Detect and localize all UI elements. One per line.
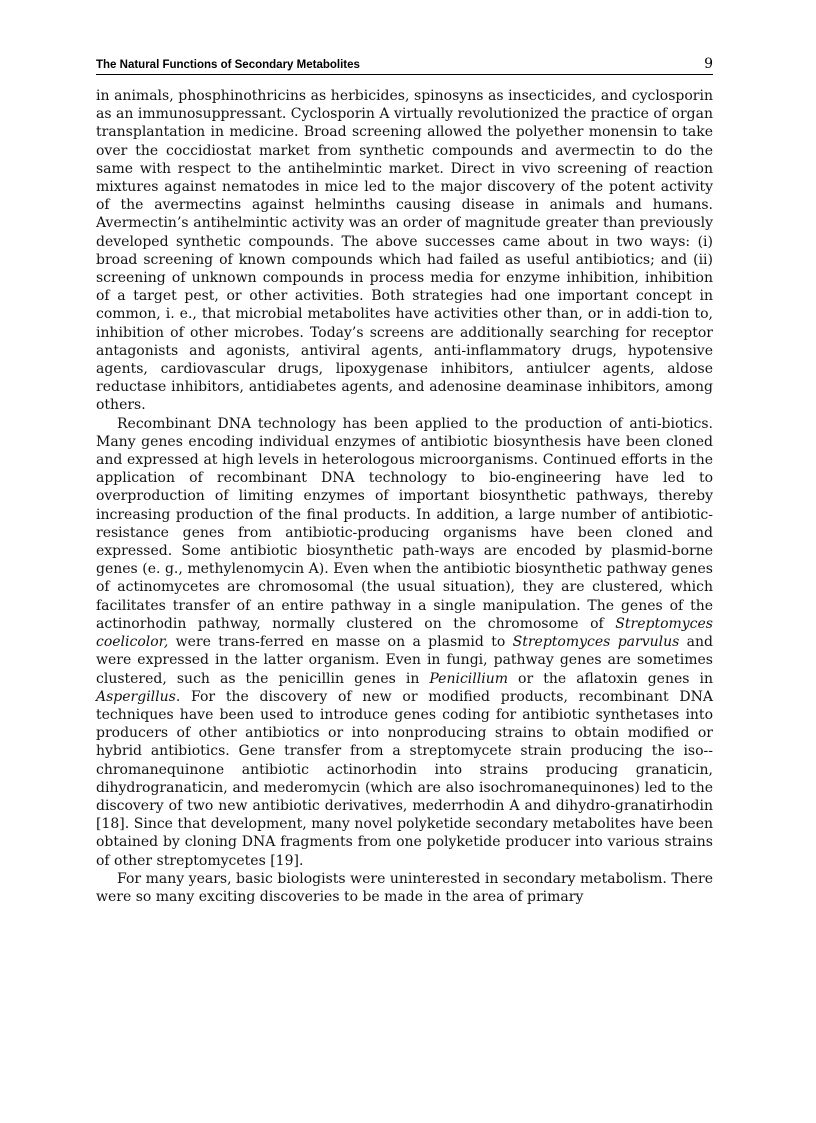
text-run: For many years, basic biologists were uninterested in secondary metabolism. There were so many exciting discoveries to be made in the area of primary	[96, 870, 713, 905]
body-text	[96, 87, 713, 906]
running-head	[96, 56, 713, 75]
text-run: and were expressed in the latter organism. Even in fungi, pathway genes are sometimes clustered, such as the penicillin genes in	[96, 634, 714, 687]
text-run: or the aflatoxin genes in	[508, 670, 713, 687]
text-run: . For the discovery of new or modified products, recombinant DNA techniques have been used to introduce genes coding for antibiotic synthetases into producers of other antibiotics or into nonproducing strains to obtain modified or hybrid antibiotics. Gene transfer from a streptomycete strain producing the iso-chromanequinone antibiotic actinorhodin into strains producing granaticin, dihydrogranaticin, and mederomycin (which are also isochromanequinones) led to the discovery of two new antibiotic derivatives, mederrhodin A and dihydro-granatirhodin [18]. Since that development, many novel polyketide secondary metabolites have been obtained by cloning DNA fragments from one polyketide producer into various strains of other streptomycetes [19].	[96, 688, 713, 869]
paragraph	[96, 415, 713, 870]
text-run: were trans-ferred en masse on a plasmid to	[168, 634, 513, 651]
italic-term: Streptomyces coelicolor,	[96, 615, 713, 651]
italic-term: Streptomyces parvulus	[512, 634, 680, 651]
italic-term: Aspergillus	[96, 688, 176, 705]
running-head-title: The Natural Functions of Secondary Metabolites	[96, 59, 360, 71]
text-run: Recombinant DNA technology has been applied to the production of anti-biotics. Many genes encoding individual enzymes of antibiotic biosynthesis have been cloned and expressed at high levels in heterologous microorganisms. Continued efforts in the application of recombinant DNA technology to bio-engineering have led to overproduction of limiting enzymes of important biosynthetic pathways, thereby increasing production of the final products. In addition, a large number of antibiotic-resistance genes from antibiotic-producing organisms have been cloned and expressed. Some antibiotic biosynthetic path-ways are encoded by plasmid-borne genes (e. g., methylenomycin A). Even when the antibiotic biosynthetic pathway genes of actinomycetes are chromosomal (the usual situation), they are clustered, which facilitates transfer of an entire pathway in a single manipulation. The genes of the actinorhodin pathway, normally clustered on the chromosome of	[96, 415, 713, 632]
paragraph	[96, 870, 713, 906]
page-number: 9	[704, 56, 713, 72]
page	[96, 56, 713, 906]
paragraph	[96, 87, 713, 415]
italic-term: Penicillium	[429, 670, 509, 687]
text-run: in animals, phosphinothricins as herbicides, spinosyns as insecticides, and cyclosporin as an immunosuppressant. Cyclosporin A virtually revolutionized the practice of organ transplantation in medicine. Broad screening allowed the polyether monensin to take over the coccidiostat market from synthetic compounds and avermectin to do the same with respect to the antihelmintic market. Direct in vivo screening of reaction mixtures against nematodes in mice led to the major discovery of the potent activity of the avermectins against helminths causing disease in animals and humans. Avermectin’s antihelmintic activity was an order of magnitude greater than previously developed synthetic compounds. The above successes came about in two ways: (i) broad screening of known compounds which had failed as useful antibiotics; and (ii) screening of unknown compounds in process media for enzyme inhibition, inhibition of a target pest, or other activities. Both strategies had one important concept in common, i. e., that microbial metabolites have activities other than, or in addi-tion to, inhibition of other microbes. Today’s screens are additionally searching for receptor antagonists and agonists, antiviral agents, anti-inflammatory drugs, hypotensive agents, cardiovascular drugs, lipoxygenase inhibitors, antiulcer agents, aldose reductase inhibitors, antidiabetes agents, and adenosine deaminase inhibitors, among others.	[96, 88, 713, 414]
